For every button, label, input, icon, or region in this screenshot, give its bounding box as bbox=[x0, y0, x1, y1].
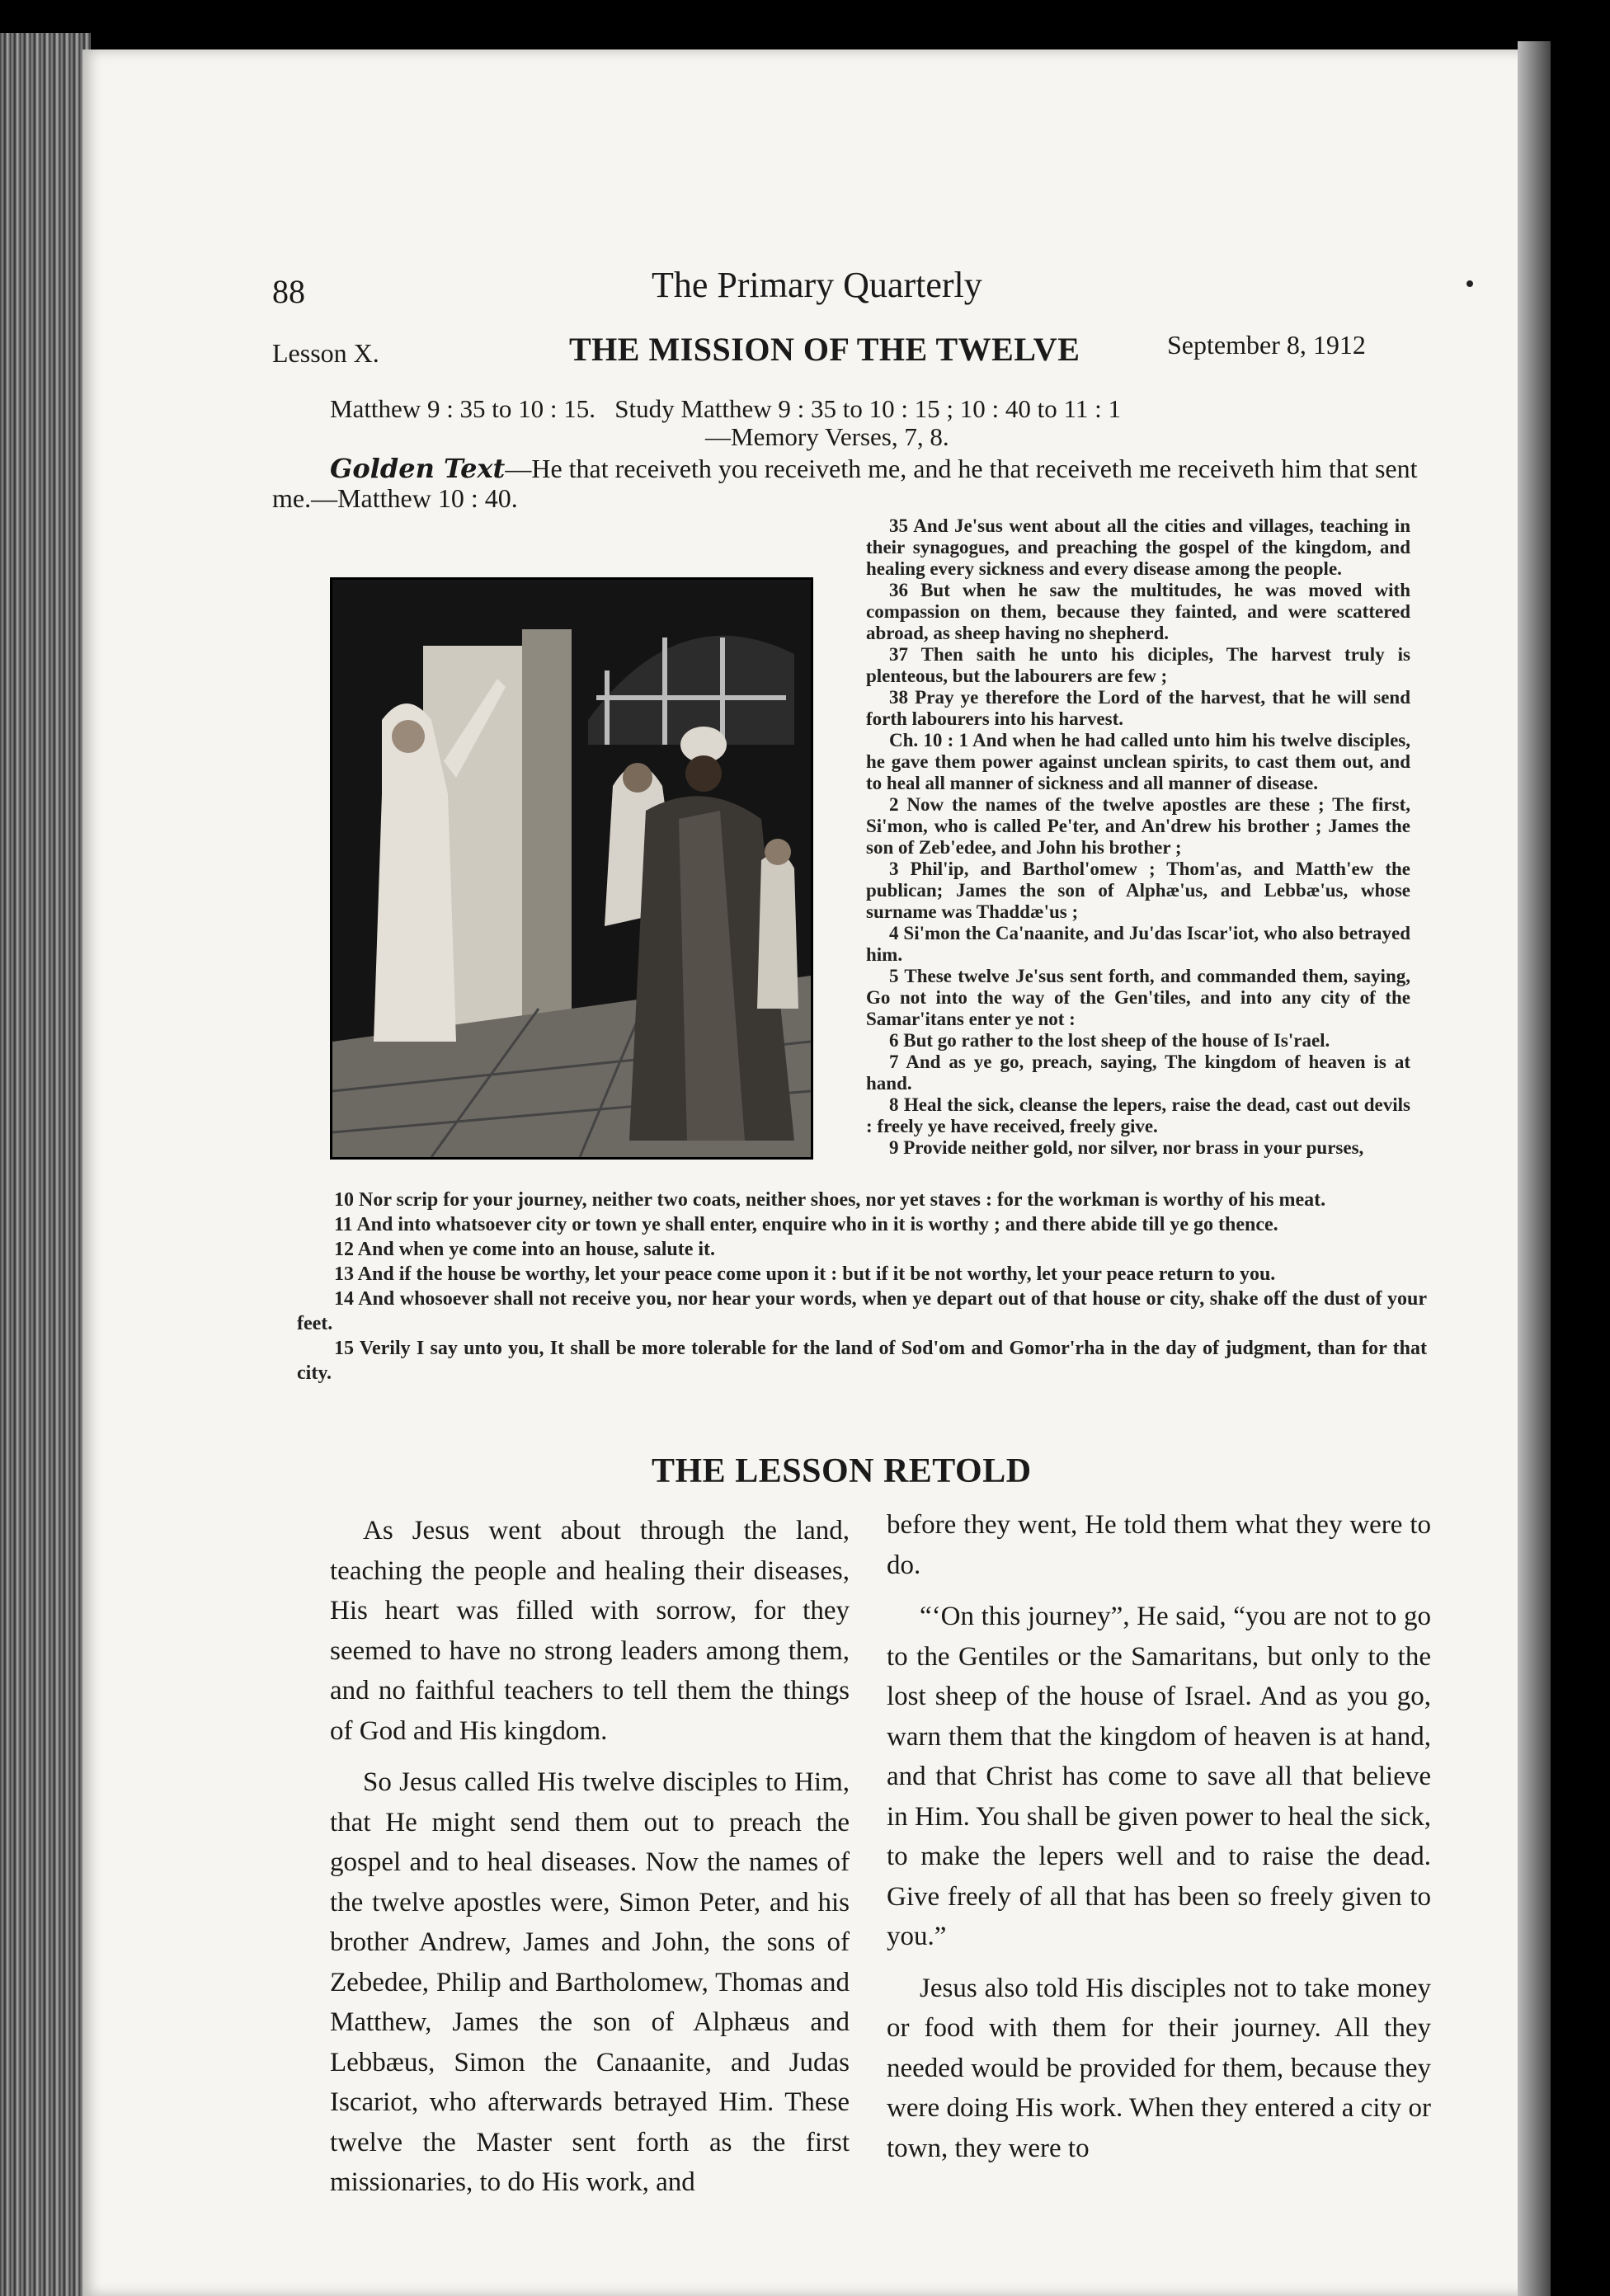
golden-text-body: —He that receiveth you receiveth me, and he that receiveth me receiveth him that sent me.—Matthew 10 : 40. bbox=[272, 454, 1418, 513]
running-title: The Primary Quarterly bbox=[652, 265, 982, 305]
illustration-picture bbox=[332, 580, 811, 1157]
verse: 35 And Je'sus went about all the cities and villages, teaching in their synagogues, and preaching the gospel of the kingdom, and healing every sickness and every disease among the people. bbox=[866, 515, 1410, 579]
retold-column-left bbox=[330, 1511, 850, 2214]
paragraph: Jesus also told His disciples not to take money or food with them for their journey. All they needed would be provided for them, because they were doing His work. When they entered a city or town, they were to bbox=[887, 1973, 1431, 2163]
verse: 9 Provide neither gold, nor silver, nor brass in your purses, bbox=[889, 1137, 1364, 1158]
section-heading: THE LESSON RETOLD bbox=[652, 1452, 1032, 1490]
paragraph: “‘On this journey”, He said, “you are not to go to the Gentiles or the Samaritans, but only to the lost sheep of the house of Israel. And as you go, warn them that the kingdom of heaven is at hand, and that Christ has come to save all that believe in Him. You shall be given power to heal the sick, to make the lepers well and to raise the dead. Give freely of all that has been so freely given to you.” bbox=[887, 1602, 1431, 1951]
book-page-edges bbox=[0, 33, 91, 2296]
scripture-verses-full bbox=[297, 1188, 1427, 1386]
retold-column-right bbox=[887, 1505, 1431, 2180]
verse: 4 Si'mon the Ca'naanite, and Ju'das Iscar'iot, who also betrayed him. bbox=[866, 923, 1410, 965]
verse: 38 Pray ye therefore the Lord of the harvest, that he will send forth labourers into his harvest. bbox=[866, 687, 1410, 729]
lesson-number: Lesson X. bbox=[272, 338, 379, 368]
verse: 5 These twelve Je'sus sent forth, and commanded them, saying, Go not into the way of the Gen'tiles, and into any city of the Samar'itans enter ye not : bbox=[866, 966, 1410, 1029]
verse: Ch. 10 : 1 And when he had called unto him his twelve disciples, he gave them power against unclean spirits, to cast them out, and to heal all manner of sickness and all manner of disease. bbox=[866, 730, 1410, 793]
study-passage: Study Matthew 9 : 35 to 10 : 15 ; 10 : 40 to 11 : 1 bbox=[614, 394, 1121, 423]
lesson-date: September 8, 1912 bbox=[1167, 330, 1366, 360]
page-shadow bbox=[1518, 41, 1551, 2296]
lesson-illustration bbox=[330, 577, 813, 1160]
scripture-reference bbox=[330, 394, 1121, 424]
verse: 6 But go rather to the lost sheep of the house of Is'rael. bbox=[889, 1030, 1330, 1051]
scripture-verses-side bbox=[866, 515, 1410, 1159]
lesson-title: THE MISSION OF THE TWELVE bbox=[569, 331, 1080, 368]
verse: 14 And whosoever shall not receive you, nor hear your words, when ye depart out of that house or city, shake off the dust of your feet. bbox=[297, 1288, 1427, 1334]
paragraph: So Jesus called His twelve disciples to Him, that He might send them out to preach the gospel and to heal diseases. Now the names of the twelve apostles were, Simon Peter, and his brother Andrew, James and John, the sons of Zebedee, Philip and Bartholomew, Thomas and Matthew, James the son of Alphæus and Lebbæus, Simon the Canaanite, and Judas Iscariot, who afterwards betrayed Him. These twelve the Master sent forth as the first missionaries, to do His work, and bbox=[330, 1767, 850, 2197]
verse: 7 And as ye go, preach, saying, The kingdom of heaven is at hand. bbox=[866, 1052, 1410, 1094]
golden-text bbox=[272, 454, 1427, 513]
paragraph: before they went, He told them what they were to do. bbox=[887, 1510, 1431, 1580]
verse: 36 But when he saw the multitudes, he was moved with compassion on them, because they fainted, and were scattered abroad, as sheep having no shepherd. bbox=[866, 580, 1410, 643]
ink-dot bbox=[1466, 280, 1473, 287]
verse: 13 And if the house be worthy, let your peace come upon it : but if it be not worthy, let your peace return to you. bbox=[334, 1263, 1276, 1285]
verse: 3 Phil'ip, and Barthol'omew ; Thom'as, and Matth'ew the publican; James the son of Alphæ'us, and Lebbæ'us, whose surname was Thaddæ'us ; bbox=[866, 859, 1410, 922]
verse: 15 Verily I say unto you, It shall be more tolerable for the land of Sod'om and Gomor'rha in the day of judgment, than for that city. bbox=[297, 1338, 1427, 1384]
verse: 12 And when ye come into an house, salute it. bbox=[334, 1239, 716, 1260]
verse: 37 Then saith he unto his diciples, The harvest truly is plenteous, but the labourers are few ; bbox=[866, 644, 1410, 686]
memory-verses: —Memory Verses, 7, 8. bbox=[705, 422, 949, 451]
scripture-passage: Matthew 9 : 35 to 10 : 15. bbox=[330, 394, 596, 423]
verse: 10 Nor scrip for your journey, neither two coats, neither shoes, nor yet staves : for the workman is worthy of his meat. bbox=[334, 1189, 1326, 1211]
page-number: 88 bbox=[272, 273, 305, 310]
verse: 11 And into whatsoever city or town ye shall enter, enquire who in it is worthy ; and there abide till ye go thence. bbox=[334, 1214, 1278, 1235]
paragraph: As Jesus went about through the land, teaching the people and healing their diseases, His heart was filled with sorrow, for they seemed to have no strong leaders among them, and no faithful teachers to tell them the things of God and His kingdom. bbox=[330, 1516, 850, 1746]
verse: 2 Now the names of the twelve apostles are these ; The first, Si'mon, who is called Pe'ter, and An'drew his brother ; James the son of Zeb'edee, and John his brother ; bbox=[866, 794, 1410, 858]
verse: 8 Heal the sick, cleanse the lepers, raise the dead, cast out devils : freely ye have received, freely give. bbox=[866, 1094, 1410, 1136]
golden-text-label: Golden Text bbox=[330, 453, 506, 484]
